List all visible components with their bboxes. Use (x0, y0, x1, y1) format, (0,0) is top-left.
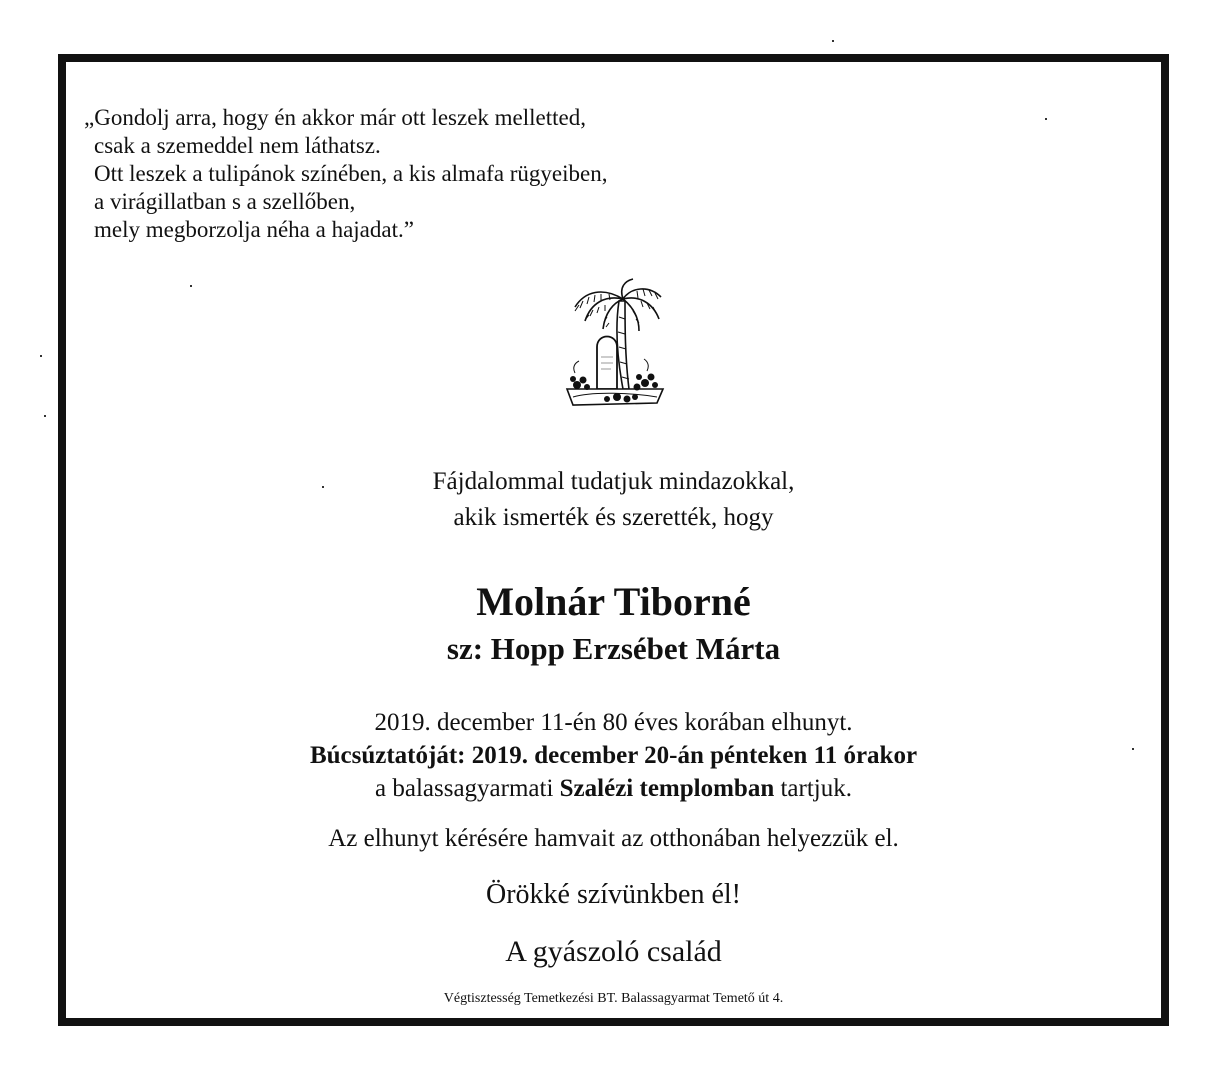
obituary-frame (58, 54, 1169, 1026)
funeral-details (66, 706, 1161, 805)
intro-line: Fájdalommal tudatjuk mindazokkal, (432, 468, 795, 495)
quote-line: Ott leszek a tulipánok színében, a kis almafa rügyeiben, (94, 161, 608, 186)
scan-speck (322, 486, 324, 488)
scan-speck (1045, 118, 1047, 120)
scan-speck (1132, 748, 1134, 750)
quote-line: a virágillatban s a szellőben, (94, 189, 356, 214)
location-prefix: a balassagyarmati (375, 775, 560, 802)
location-line (66, 772, 1161, 805)
intro-line: akik ismerték és szerették, hogy (453, 504, 774, 531)
quote-line: csak a szemeddel nem láthatsz. (94, 133, 381, 158)
memorial-quote (84, 104, 608, 244)
death-line: 2019. december 11-én 80 éves korában elhunyt. (374, 709, 853, 736)
family-signature: A gyászoló család (505, 935, 722, 968)
announcement-intro (66, 464, 1161, 536)
quote-line: „Gondolj arra, hogy én akkor már ott leszek melletted, (84, 105, 586, 130)
farewell-text: Búcsúztatóját: 2019. december 20-án pénteken 11 órakor (309, 742, 918, 769)
scan-speck (40, 355, 42, 357)
location-suffix: tartjuk. (774, 775, 852, 802)
funeral-home-footer: Végtisztesség Temetkezési BT. Balassagyarmat Temető út 4. (443, 991, 784, 1006)
burial-wish: Az elhunyt kérésére hamvait az otthonában helyezzük el. (328, 825, 899, 852)
palm-tree-gravestone-icon (553, 277, 683, 412)
scan-speck (190, 285, 192, 287)
memorial-motto: Örökké szívünkben él! (485, 879, 742, 910)
deceased-name: Molnár Tiborné (476, 579, 751, 624)
scan-speck (832, 40, 834, 42)
scan-speck (44, 415, 46, 417)
maiden-name: sz: Hopp Erzsébet Márta (446, 631, 781, 666)
farewell-line (66, 739, 1161, 772)
location-place: Szalézi templomban (559, 775, 775, 802)
quote-line: mely megborzolja néha a hajadat.” (94, 217, 414, 242)
